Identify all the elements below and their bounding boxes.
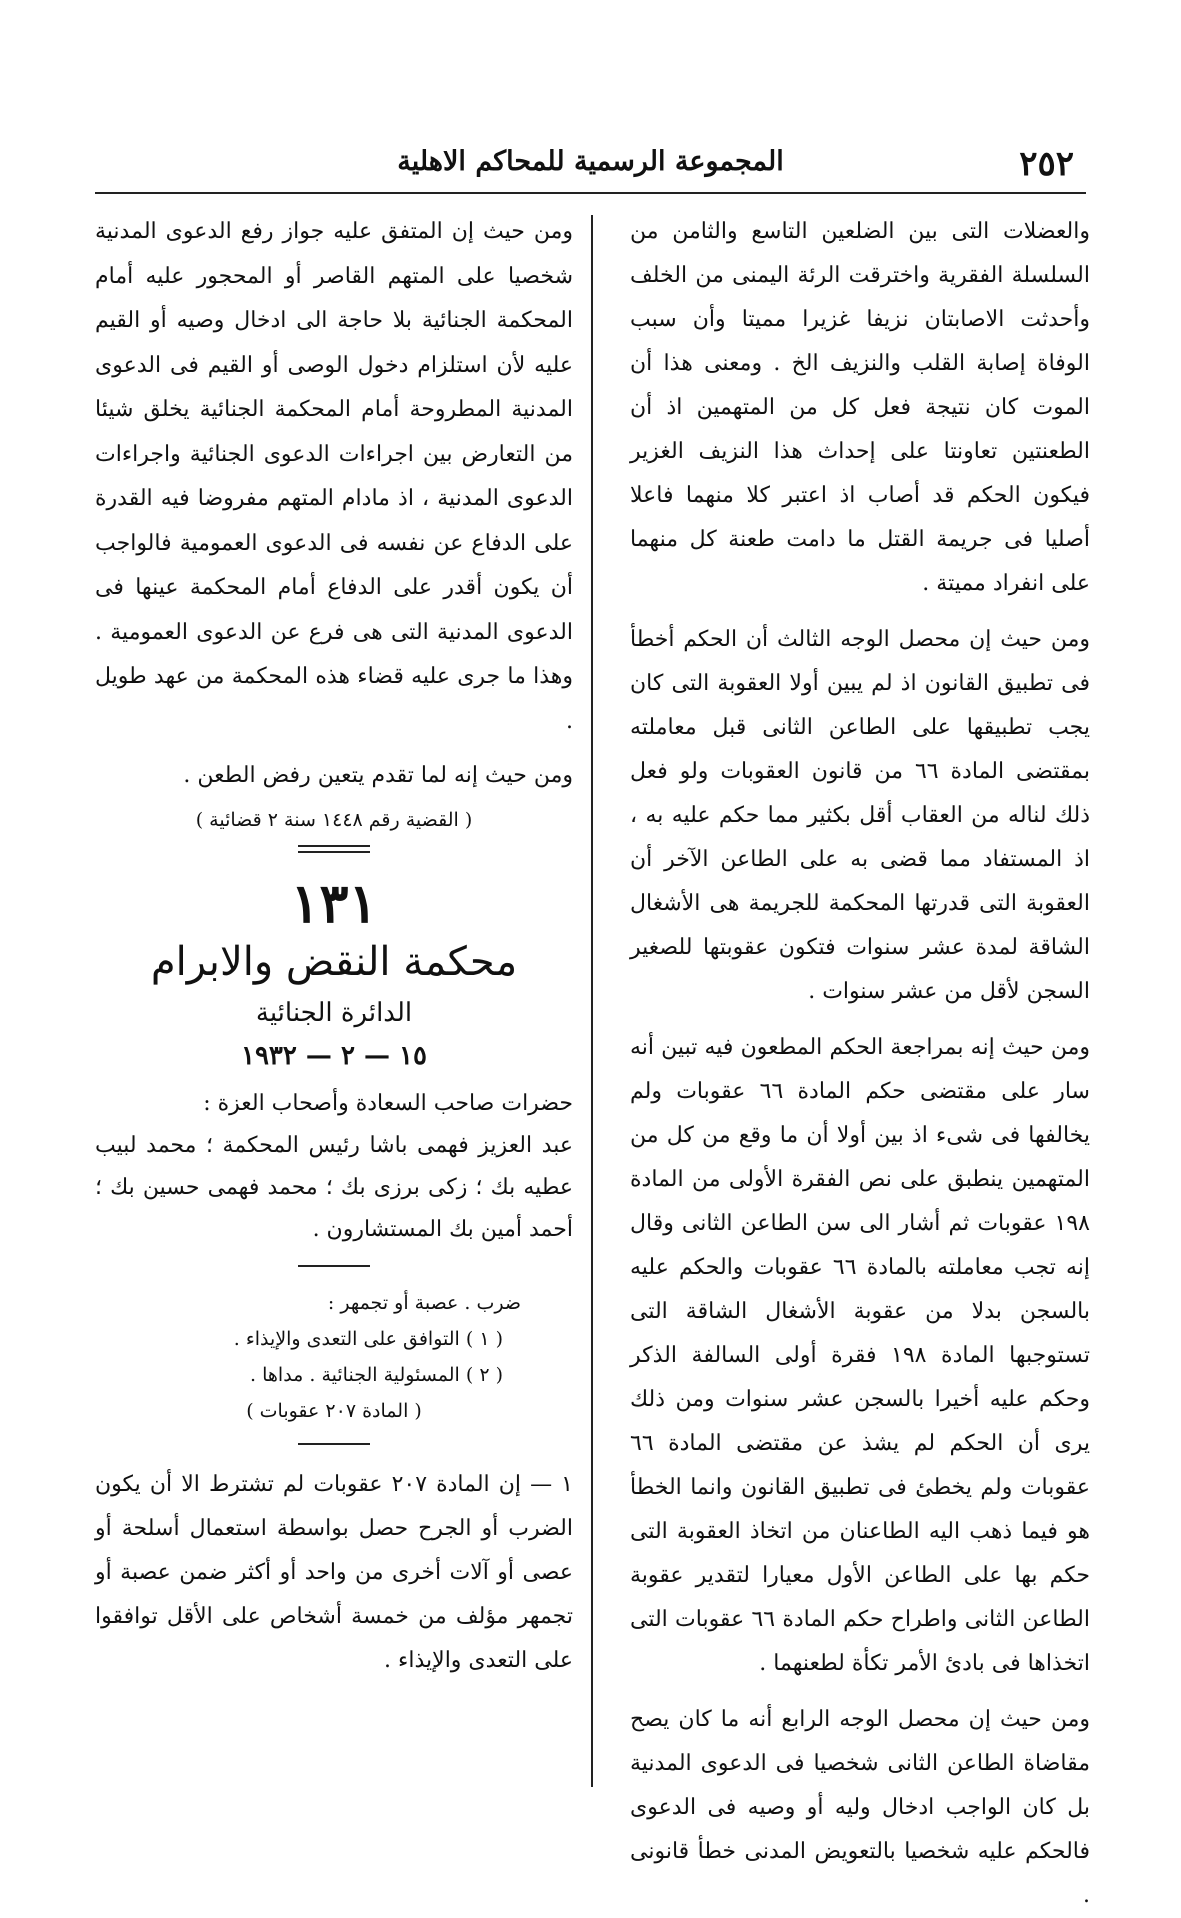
divider [298, 1265, 370, 1267]
paragraph: ومن حيث إنه لما تقدم يتعين رفض الطعن . [183, 763, 573, 788]
divider [298, 1443, 370, 1445]
paragraph: ومن حيث إن المتفق عليه جواز رفع الدعوى المدنية شخصيا على المتهم القاصر أو المحجور عليه أمام المحكمة الجنائية بلا حاجة الى ادخال وصيه أو القيم عليه لأن استلزام دخول الوصى أو القيم فى الدعوى المدنية المطروحة أمام المحكمة الجنائية يخلق شيئا من التعارض بين اجراءات الدعوى الجنائية واجراءات الدعوى المدنية ، اذ مادام المتهم مفروضا فيه القدرة على الدفاع عن نفسه فى الدعوى العمومية فالواجب أن يكون أقدر على الدفاع أمام المحكمة عينها فى الدعوى المدنية التى هى فرع عن الدعوى العمومية . وهذا ما جرى عليه قضاء هذه المحكمة من عهد طويل . [95, 219, 573, 734]
column-divider [591, 215, 593, 1787]
paragraph: ومن حيث إنه بمراجعة الحكم المطعون فيه تبين أنه سار على مقتضى حكم المادة ٦٦ عقوبات ولم يخالفها فى شىء اذ بين أولا أن ما وقع من كل من المتهمين ينطبق على نص الفقرة الأولى من المادة ١٩٨ عقوبات ثم أشار الى سن الطاعن الثانى وقال إنه تجب معاملته بالمادة ٦٦ عقوبات والحكم عليه بالسجن بدلا من عقوبة الأشغال الشاقة التى تستوجبها المادة ١٩٨ فقرة أولى السالفة الذكر وحكم عليه أخيرا بالسجن عشر سنوات ومن ذلك يرى أن الحكم لم يشذ عن مقتضى المادة ٦٦ عقوبات ولم يخطئ فى تطبيق القانون وانما الخطأ هو فيما ذهب اليه الطاعنان من اتخاذ العقوبة التى حكم بها على الطاعن الأول معيارا لتقدير عقوبة الطاعن الثانى واطراح حكم المادة ٦٦ عقوبات التى اتخذاها فى بادئ الأمر تكأة لطعنهما . [630, 1035, 1090, 1676]
paragraph: ومن حيث إن محصل الوجه الرابع أنه ما كان يصح مقاضاة الطاعن الثانى شخصيا فى الدعوى المدنية بل كان الواجب ادخال وليه أو وصيه فى الدعوى فالحكم عليه شخصيا بالتعويض المدنى خطأ قانونى . [630, 1707, 1090, 1908]
court-circuit: الدائرة الجنائية [255, 997, 413, 1028]
panel-intro: حضرات صاحب السعادة وأصحاب العزة : [203, 1090, 573, 1116]
right-column [630, 210, 1090, 1918]
headnote-article: ( المادة ٢٠٧ عقوبات ) [246, 1399, 422, 1422]
legal-principle: ١ — إن المادة ٢٠٧ عقوبات لم تشترط الا أن يكون الضرب أو الجرح حصل بواسطة استعمال أسلحة أو عصى أو آلات أخرى من واحد أو أكثر ضمن عصبة أو تجمهر مؤلف من خمسة أشخاص على الأقل توافقوا على التعدى والإيذاء . [95, 1471, 573, 1673]
running-title: المجموعة الرسمية للمحاكم الاهلية [397, 146, 784, 177]
page-number: ٢٥٢ [1019, 144, 1074, 184]
headnotes [95, 1285, 573, 1429]
paragraph: والعضلات التى بين الضلعين التاسع والثامن من السلسلة الفقرية واخترقت الرئة اليمنى من الخلف وأحدثت الاصابتان نزيفا غزيرا مميتا وأن سبب الوفاة إصابة القلب والنزيف الخ . ومعنى هذا أن الموت كان نتيجة فعل كل من المتهمين اذ أن الطعنتين تعاونتا على إحداث هذا النزيف الغزير فيكون الحكم قد أصاب اذ اعتبر كلا منهما فاعلا أصليا فى جريمة القتل ما دامت طعنة كل منهما على انفراد مميتة . [630, 219, 1090, 596]
case-reference: ( القضية رقم ١٤٤٨ سنة ٢ قضائية ) [195, 808, 473, 831]
section-divider [298, 845, 370, 853]
headnote-item: ( ١ ) التوافق على التعدى والإيذاء . [233, 1327, 503, 1350]
headnote-subject: ضرب . عصبة أو تجمهر : [327, 1291, 521, 1314]
judges-list: عبد العزيز فهمى باشا رئيس المحكمة ؛ محمد لبيب عطيه بك ؛ زكى برزى بك ؛ محمد فهمى حسين بك ؛ أحمد أمين بك المستشارون . [95, 1132, 573, 1242]
headnote-item: ( ٢ ) المسئولية الجنائية . مداها . [250, 1363, 503, 1386]
court-name: محكمة النقض والابرام [150, 938, 518, 985]
left-column [95, 210, 573, 1683]
case-number: ١٣١ [290, 870, 378, 935]
page-header [95, 140, 1086, 194]
paragraph: ومن حيث إن محصل الوجه الثالث أن الحكم أخطأ فى تطبيق القانون اذ لم يبين أولا العقوبة التى كان يجب تطبيقها على الطاعن الثانى قبل معاملته بمقتضى المادة ٦٦ من قانون العقوبات ولو فعل ذلك لناله من العقاب أقل بكثير مما حكم عليه به ، اذ المستفاد مما قضى به على الطاعن الآخر أن العقوبة التى قدرتها المحكمة للجريمة هى الأشغال الشاقة لمدة عشر سنوات فتكون عقوبتها للصغير السجن لأقل من عشر سنوات . [630, 627, 1090, 1004]
decision-date: ١٥ — ٢ — ١٩٣٢ [241, 1040, 427, 1071]
